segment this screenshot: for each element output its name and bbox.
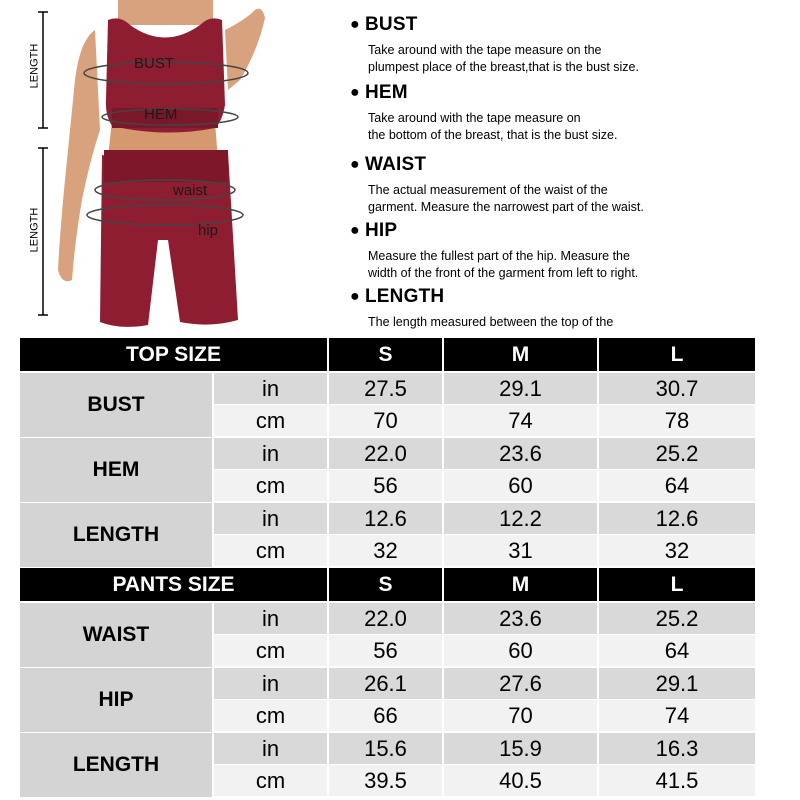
table-row bbox=[214, 603, 755, 634]
cell-value: 25.2 bbox=[599, 438, 755, 469]
unit-cm: cm bbox=[214, 700, 327, 731]
cell-value: 64 bbox=[599, 470, 755, 501]
guide-description: Take around with the tape measure on the bottom of the breast, that is the bust size. bbox=[368, 111, 618, 142]
unit-cm: cm bbox=[214, 470, 327, 501]
table-row bbox=[214, 503, 755, 534]
cell-value: 22.0 bbox=[329, 438, 442, 469]
pants-hip-group bbox=[20, 668, 755, 732]
table-row bbox=[214, 405, 755, 436]
table-row bbox=[214, 700, 755, 731]
unit-cm: cm bbox=[214, 405, 327, 436]
unit-in: in bbox=[214, 668, 327, 699]
bust-tag: BUST bbox=[134, 55, 175, 72]
top-hem-group bbox=[20, 438, 755, 502]
row-label-hip: HIP bbox=[20, 668, 212, 732]
top-bust-group bbox=[20, 373, 755, 437]
size-s-header: S bbox=[329, 568, 442, 601]
table-row bbox=[214, 470, 755, 501]
size-l-header: L bbox=[599, 568, 755, 601]
bullet-icon: ● bbox=[350, 84, 360, 101]
cell-value: 16.3 bbox=[599, 733, 755, 764]
guide-item-bust bbox=[350, 14, 790, 76]
guide-title: BUST bbox=[365, 14, 418, 35]
guide-description: The length measured between the top of the bbox=[368, 315, 614, 329]
pants-size-title: PANTS SIZE bbox=[20, 568, 327, 601]
hip-tag: hip bbox=[198, 222, 219, 239]
cell-value: 22.0 bbox=[329, 603, 442, 634]
bottom-length-label: LENGTH bbox=[28, 207, 41, 253]
table-row bbox=[214, 765, 755, 796]
cell-value: 29.1 bbox=[599, 668, 755, 699]
cell-value: 29.1 bbox=[444, 373, 597, 404]
cell-value: 15.6 bbox=[329, 733, 442, 764]
row-label-hem: HEM bbox=[20, 438, 212, 502]
cell-value: 25.2 bbox=[599, 603, 755, 634]
waist-tag: waist bbox=[173, 182, 208, 199]
cell-value: 12.6 bbox=[599, 503, 755, 534]
top-size-header bbox=[20, 338, 755, 371]
table-row bbox=[214, 733, 755, 764]
unit-in: in bbox=[214, 733, 327, 764]
unit-in: in bbox=[214, 503, 327, 534]
cell-value: 74 bbox=[444, 405, 597, 436]
bullet-icon: ● bbox=[350, 288, 360, 305]
unit-cm: cm bbox=[214, 635, 327, 666]
cell-value: 70 bbox=[444, 700, 597, 731]
top-length-group bbox=[20, 503, 755, 567]
table-row bbox=[214, 438, 755, 469]
table-row bbox=[214, 668, 755, 699]
cell-value: 32 bbox=[599, 535, 755, 566]
size-s-header: S bbox=[329, 338, 442, 371]
guide-item-waist bbox=[350, 154, 790, 216]
row-label-waist: WAIST bbox=[20, 603, 212, 667]
cell-value: 56 bbox=[329, 635, 442, 666]
cell-value: 56 bbox=[329, 470, 442, 501]
bullet-icon: ● bbox=[350, 222, 360, 239]
row-label-bust: BUST bbox=[20, 373, 212, 437]
size-m-header: M bbox=[444, 338, 597, 371]
cell-value: 27.5 bbox=[329, 373, 442, 404]
unit-in: in bbox=[214, 373, 327, 404]
model-figure-graphic bbox=[0, 0, 340, 335]
unit-in: in bbox=[214, 438, 327, 469]
cell-value: 30.7 bbox=[599, 373, 755, 404]
cell-value: 31 bbox=[444, 535, 597, 566]
guide-title: LENGTH bbox=[365, 286, 445, 307]
table-row bbox=[214, 373, 755, 404]
guide-item-hem bbox=[350, 82, 790, 144]
unit-cm: cm bbox=[214, 765, 327, 796]
cell-value: 78 bbox=[599, 405, 755, 436]
guide-title: HIP bbox=[365, 220, 398, 241]
guide-description: Measure the fullest part of the hip. Measure the width of the front of the garment from left to right. bbox=[368, 249, 639, 280]
row-label-length: LENGTH bbox=[20, 733, 212, 797]
cell-value: 39.5 bbox=[329, 765, 442, 796]
pants-size-header bbox=[20, 568, 755, 601]
row-label-length: LENGTH bbox=[20, 503, 212, 567]
cell-value: 23.6 bbox=[444, 438, 597, 469]
cell-value: 74 bbox=[599, 700, 755, 731]
top-length-label: LENGTH bbox=[28, 43, 41, 89]
unit-cm: cm bbox=[214, 535, 327, 566]
guide-title: HEM bbox=[365, 82, 408, 103]
cell-value: 41.5 bbox=[599, 765, 755, 796]
cell-value: 12.2 bbox=[444, 503, 597, 534]
top-size-title: TOP SIZE bbox=[20, 338, 327, 371]
bullet-icon: ● bbox=[350, 156, 360, 173]
table-row bbox=[214, 635, 755, 666]
cell-value: 27.6 bbox=[444, 668, 597, 699]
guide-item-hip bbox=[350, 220, 790, 282]
cell-value: 70 bbox=[329, 405, 442, 436]
cell-value: 66 bbox=[329, 700, 442, 731]
bullet-icon: ● bbox=[350, 16, 360, 33]
pants-length-group bbox=[20, 733, 755, 797]
guide-description: The actual measurement of the waist of the garment. Measure the narrowest part of the waist. bbox=[368, 183, 644, 214]
cell-value: 23.6 bbox=[444, 603, 597, 634]
size-chart bbox=[20, 338, 755, 798]
cell-value: 64 bbox=[599, 635, 755, 666]
cell-value: 60 bbox=[444, 470, 597, 501]
guide-description: Take around with the tape measure on the plumpest place of the breast,that is the bust size. bbox=[368, 43, 639, 74]
cell-value: 26.1 bbox=[329, 668, 442, 699]
model-illustration bbox=[0, 0, 340, 335]
cell-value: 60 bbox=[444, 635, 597, 666]
cell-value: 40.5 bbox=[444, 765, 597, 796]
unit-in: in bbox=[214, 603, 327, 634]
cell-value: 32 bbox=[329, 535, 442, 566]
size-l-header: L bbox=[599, 338, 755, 371]
table-row bbox=[214, 535, 755, 566]
size-m-header: M bbox=[444, 568, 597, 601]
cell-value: 12.6 bbox=[329, 503, 442, 534]
hem-tag: HEM bbox=[144, 106, 178, 123]
guide-item-length bbox=[350, 286, 790, 331]
measuring-guide bbox=[350, 14, 795, 334]
cell-value: 15.9 bbox=[444, 733, 597, 764]
guide-title: WAIST bbox=[365, 154, 427, 175]
pants-waist-group bbox=[20, 603, 755, 667]
